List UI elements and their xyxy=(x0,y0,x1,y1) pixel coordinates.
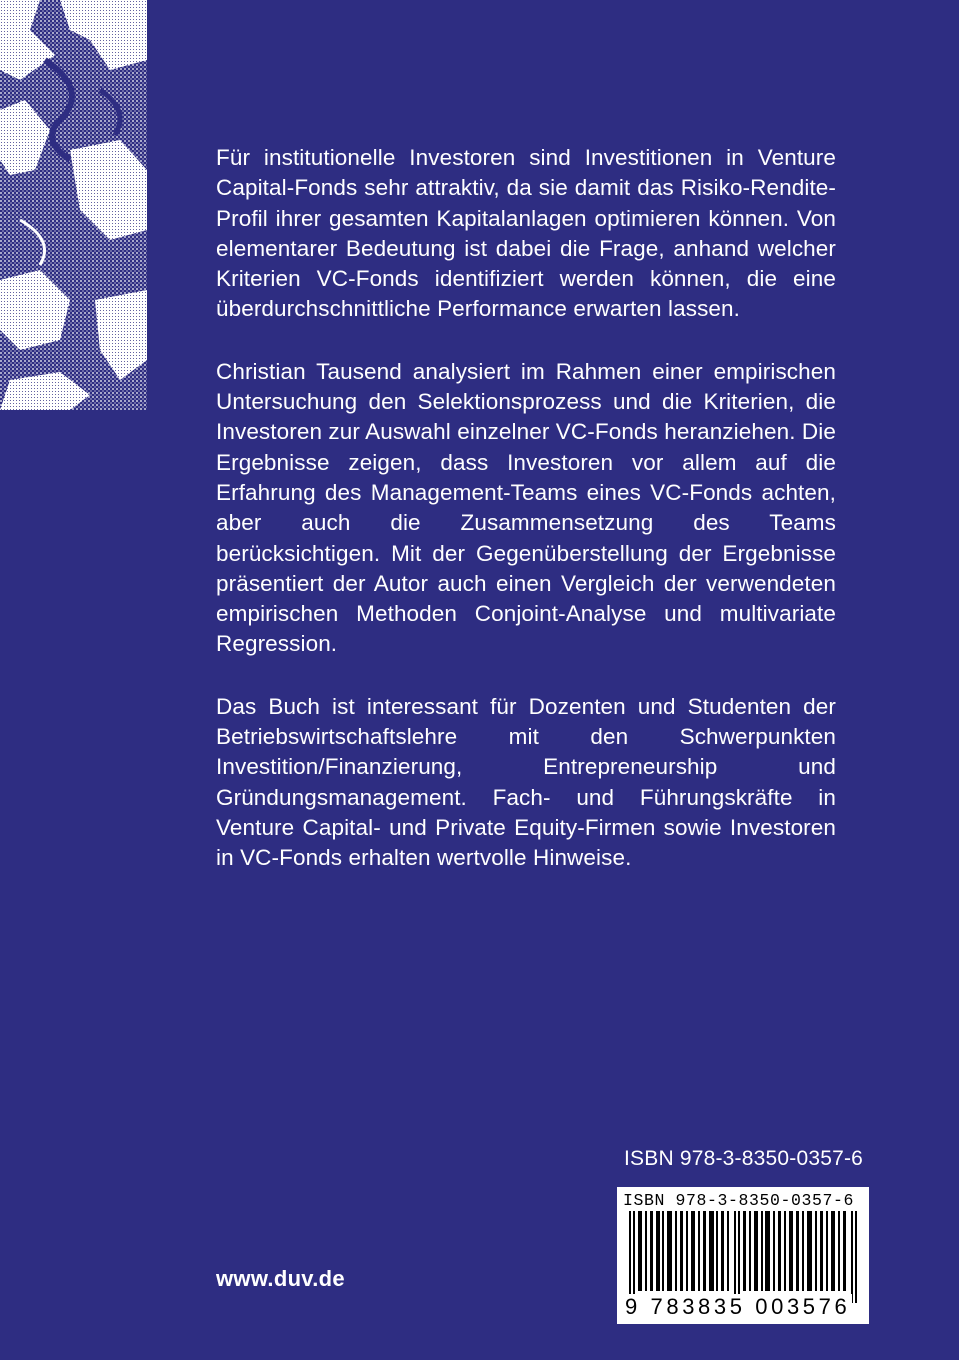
blurb-paragraph-1: Für institutionelle Investoren sind Investitionen in Venture Capital-Fonds sehr attraktiv, da sie damit das Risiko-Rendite-Profil ihrer gesamten Kapitalanlagen optimieren können. Von elementarer Bedeutung ist dabei die Frage, anhand welcher Kriterien VC-Fonds identifiziert werden können, die eine überdurchschnittliche Performance erwarten lassen. xyxy=(216,145,836,322)
isbn-label: ISBN 978-3-8350-0357-6 xyxy=(624,1147,864,1170)
barcode xyxy=(617,1187,869,1324)
barcode-bars-icon xyxy=(625,1211,861,1303)
earth-photo-icon xyxy=(0,0,147,410)
barcode-digits: 9 783835 003576 xyxy=(625,1294,851,1319)
blurb-paragraph-2: Christian Tausend analysiert im Rahmen einer empirischen Untersuchung den Selektionsprozess und die Kriterien, die Investoren zur Auswahl einzelner VC-Fonds heranziehen. Die Ergebnisse zeigen, dass Investoren vor allem auf die Erfahrung des Management-Teams eines VC-Fonds achten, aber auch die Zusammensetzung des Teams berücksichtigen. Mit der Gegenüberstellung der Ergebnisse präsentiert der Autor auch einen Vergleich der verwendeten empirischen Methoden Conjoint-Analyse und multivariate Regression. xyxy=(216,358,836,657)
barcode-isbn-text: ISBN 978-3-8350-0357-6 xyxy=(623,1191,855,1210)
satellite-earth-image xyxy=(0,0,147,410)
blurb-paragraph-3: Das Buch ist interessant für Dozenten und Studenten der Betriebswirtschaftslehre mit den Schwerpunkten Investition/Finanzierung, Entrepreneurship und Gründungsmanagement. Fach- und Führungskräfte in Venture Capital- und Private Equity-Firmen sowie Investoren in VC-Fonds erhalten wertvolle Hinweise. xyxy=(216,693,836,871)
back-cover-blurb xyxy=(216,143,836,906)
publisher-website: www.duv.de xyxy=(216,1266,345,1291)
